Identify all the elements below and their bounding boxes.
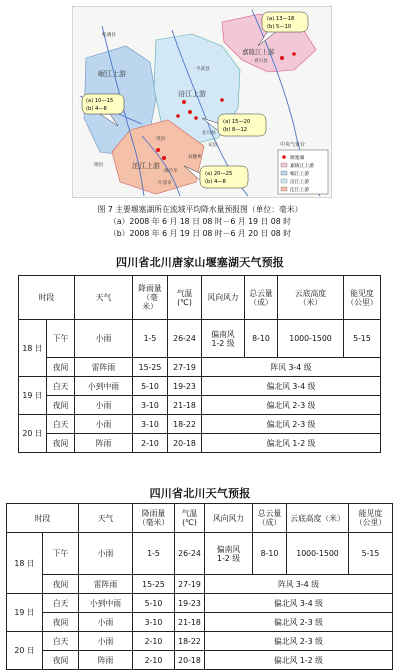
legend-fujiang-swatch <box>281 179 287 183</box>
weather-cell: 小到中雨 <box>79 594 133 613</box>
table1-header-row <box>19 276 381 320</box>
header-vis-line: （公里） <box>346 297 378 307</box>
period-cell: 夜间 <box>43 651 79 670</box>
wind-cell: 阵风 3-4 级 <box>205 575 393 594</box>
place-songpan: 松潘县 <box>102 33 116 38</box>
wind-cell: 偏北风 1-2 级 <box>205 651 393 670</box>
rain-cell: 3-10 <box>133 396 168 415</box>
day-cell: 20 日 <box>7 632 43 670</box>
place-lixian: 理县 <box>94 163 104 168</box>
caption-period-b: （b）2008 年 6 月 19 日 08 时－6 月 20 日 08 时 <box>108 229 292 238</box>
period-cell: 夜间 <box>43 613 79 632</box>
temp-cell: 19-23 <box>175 594 205 613</box>
header-vis-line: （公里） <box>354 518 387 527</box>
header-temp <box>168 276 202 320</box>
label-fujiang: 涪江上游 <box>178 90 206 98</box>
wind-cell: 偏北风 3-4 级 <box>205 594 393 613</box>
place-maoxian: 茂县 <box>156 137 166 142</box>
period-cell: 下午 <box>43 533 79 575</box>
wind-cell: 阵风 3-4 级 <box>202 358 381 377</box>
temp-cell: 26-24 <box>168 320 202 358</box>
rain-cell: 2-10 <box>133 632 175 651</box>
weather-cell: 雷阵雨 <box>75 358 133 377</box>
rain-cell: 3-10 <box>133 415 168 434</box>
header-wind: 风向风力 <box>202 276 245 320</box>
header-rain <box>133 276 168 320</box>
temp-cell: 19-23 <box>168 377 202 396</box>
period-cell: 夜间 <box>47 358 75 377</box>
table-row <box>7 575 393 594</box>
header-period: 时段 <box>19 276 75 320</box>
legend-item-lake: 堰塞湖 <box>290 156 305 161</box>
period-cell: 下午 <box>47 320 75 358</box>
day-cell: 20 日 <box>19 415 47 453</box>
weather-cell: 小雨 <box>79 632 133 651</box>
header-base: 云底高度（米） <box>287 504 349 533</box>
legend-item-minjiang: 岷江上游 <box>290 172 310 177</box>
period-cell: 夜间 <box>47 434 75 453</box>
wind-cell: 偏北风 1-2 级 <box>202 434 381 453</box>
table1-title: 四川省北川唐家山堰塞湖天气预报 <box>116 256 284 269</box>
table-row <box>7 651 393 670</box>
wind-cell: 偏北风 2-3 级 <box>202 415 381 434</box>
header-rain-line: 降雨量 <box>141 509 166 518</box>
wind-cell: 偏北风 2-3 级 <box>205 632 393 651</box>
table2-title: 四川省北川天气预报 <box>149 487 251 500</box>
header-weather: 天气 <box>79 504 133 533</box>
day-cell: 18 日 <box>7 533 43 594</box>
table2-header-row <box>7 504 393 533</box>
weather-cell: 小雨 <box>79 613 133 632</box>
temp-cell: 27-19 <box>175 575 205 594</box>
legend-tuojiang-swatch <box>281 187 287 191</box>
header-vis-line: 能见度 <box>350 288 374 298</box>
header-base <box>278 276 344 320</box>
temp-cell: 18-22 <box>168 415 202 434</box>
period-cell: 白天 <box>47 415 75 434</box>
header-cloud <box>245 276 278 320</box>
period-cell: 夜间 <box>47 396 75 415</box>
weather-cell: 小雨 <box>79 533 133 575</box>
vis-cell: 5-15 <box>344 320 381 358</box>
temp-cell: 27-19 <box>168 358 202 377</box>
cloud-cell: 8-10 <box>253 533 287 575</box>
header-wind: 风向风力 <box>205 504 253 533</box>
lake-marker <box>280 56 284 60</box>
lake-marker <box>162 156 166 160</box>
header-vis <box>344 276 381 320</box>
vis-cell: 5-15 <box>349 533 393 575</box>
header-base-line: （米） <box>298 297 323 307</box>
legend-item-fujiang: 涪江上游 <box>290 180 310 185</box>
header-temp-line: (℃) <box>177 297 192 307</box>
header-cloud-line: 总云量 <box>249 288 273 298</box>
rain-cell: 5-10 <box>133 377 168 396</box>
rain-cell: 1-5 <box>133 533 175 575</box>
lake-marker <box>220 98 224 102</box>
weather-cell: 阵雨 <box>75 434 133 453</box>
wind-line: 1-2 级 <box>216 553 240 563</box>
place-shifang: 什邡市 <box>158 181 172 186</box>
callout-value-b: (b) 4—8 <box>205 179 226 185</box>
callout-value-a: (a) 13—18 <box>267 16 295 22</box>
place-qingchuan: 青川县 <box>254 59 268 64</box>
period-cell: 夜间 <box>43 575 79 594</box>
legend-lake-swatch <box>282 155 286 159</box>
lake-marker <box>156 148 160 152</box>
place-mianzhu: 绵竹市 <box>164 169 178 174</box>
temp-cell: 21-18 <box>175 613 205 632</box>
callout-value-b: (b) 5—10 <box>267 24 292 30</box>
table-row <box>19 396 381 415</box>
wind-cell: 偏北风 3-4 级 <box>202 377 381 396</box>
header-base-line: 云底高度 <box>294 288 327 298</box>
figure-caption: 图 7 主要堰塞湖所在流域平均降水量预报图（单位：毫米） <box>97 205 303 214</box>
day-cell: 19 日 <box>19 377 47 415</box>
period-cell: 白天 <box>43 594 79 613</box>
temp-cell: 20-18 <box>168 434 202 453</box>
rain-cell: 3-10 <box>133 613 175 632</box>
wind-cell: 偏北风 2-3 级 <box>202 396 381 415</box>
table-row <box>19 358 381 377</box>
place-anxian: 安县 <box>208 143 218 148</box>
header-temp-line: 气温 <box>181 509 198 518</box>
table-row <box>7 533 393 575</box>
place-pingwu: 平武县 <box>196 67 210 72</box>
callout-value-b: (b) 8—12 <box>223 127 248 133</box>
legend-item-jialing: 嘉陵江上游 <box>290 164 314 169</box>
header-cloud-line: （成） <box>249 297 273 307</box>
callout-value-a: (a) 20—25 <box>205 171 233 177</box>
day-cell: 19 日 <box>7 594 43 632</box>
label-minjiang: 岷江上游 <box>98 70 126 78</box>
legend-agency: 中央气象台 <box>280 142 306 148</box>
weather-cell: 小雨 <box>75 320 133 358</box>
table-row <box>7 594 393 613</box>
lake-marker <box>188 110 192 114</box>
weather-cell: 小雨 <box>75 415 133 434</box>
wind-cell: 偏北风 2-3 级 <box>205 613 393 632</box>
wind-line: 1-2 级 <box>211 338 235 348</box>
header-vis-line: 能见度 <box>358 509 383 518</box>
header-temp-line: (℃) <box>182 518 197 527</box>
place-shuangji: 双键乡 <box>188 155 202 160</box>
place-beichuan: 北川县 <box>202 131 216 136</box>
wind-cell <box>205 533 253 575</box>
table-row <box>7 613 393 632</box>
header-rain-line: 米） <box>142 302 158 311</box>
header-vis <box>349 504 393 533</box>
callout-value-b: (b) 4—8 <box>86 106 107 112</box>
header-weather: 天气 <box>75 276 133 320</box>
temp-cell: 21-18 <box>168 396 202 415</box>
rain-cell: 15-25 <box>133 358 168 377</box>
header-period: 时段 <box>7 504 79 533</box>
rain-cell: 2-10 <box>133 651 175 670</box>
day-cell: 18 日 <box>19 320 47 377</box>
legend-minjiang-swatch <box>281 171 287 175</box>
temp-cell: 26-24 <box>175 533 205 575</box>
table-row <box>19 434 381 453</box>
base-cell: 1000-1500 <box>287 533 349 575</box>
rain-cell: 15-25 <box>133 575 175 594</box>
temp-cell: 20-18 <box>175 651 205 670</box>
wind-cell <box>202 320 245 358</box>
header-temp-line: 气温 <box>176 288 193 298</box>
callout-value-a: (a) 15—20 <box>223 119 251 125</box>
wind-line: 偏南风 <box>216 544 241 554</box>
period-cell: 白天 <box>47 377 75 396</box>
header-cloud-line: （成） <box>257 518 282 527</box>
rain-cell: 1-5 <box>133 320 168 358</box>
table-row <box>19 320 381 358</box>
weather-cell: 小到中雨 <box>75 377 133 396</box>
caption-period-a: （a）2008 年 6 月 18 日 08 时－6 月 19 日 08 时 <box>109 217 291 226</box>
weather-cell: 雷阵雨 <box>79 575 133 594</box>
legend-item-tuojiang: 沱江上游 <box>290 188 310 193</box>
header-rain <box>133 504 175 533</box>
wind-line: 偏南风 <box>211 329 235 339</box>
table1-weather-forecast <box>18 275 381 453</box>
label-tuojiang: 沱江上游 <box>132 162 160 170</box>
cloud-cell: 8-10 <box>245 320 278 358</box>
temp-cell: 18-22 <box>175 632 205 651</box>
period-cell: 白天 <box>43 632 79 651</box>
header-rain-line: （毫 <box>142 293 158 302</box>
header-cloud <box>253 504 287 533</box>
header-temp <box>175 504 205 533</box>
lake-marker <box>182 100 186 104</box>
watershed-rainfall-map <box>72 6 332 198</box>
table2-weather-forecast <box>6 503 393 670</box>
header-rain-line: 降雨量 <box>138 284 162 293</box>
callout-value-a: (a) 10—15 <box>86 98 114 104</box>
weather-cell: 阵雨 <box>79 651 133 670</box>
base-cell: 1000-1500 <box>278 320 344 358</box>
legend-jialing-swatch <box>281 163 287 167</box>
label-jialing: 嘉陵江上游 <box>242 48 275 56</box>
table-row <box>19 377 381 396</box>
table-row <box>7 632 393 651</box>
table-row <box>19 415 381 434</box>
lake-marker <box>292 52 296 56</box>
header-cloud-line: 总云量 <box>257 509 282 518</box>
header-rain-line: （毫米） <box>137 518 170 527</box>
lake-marker <box>194 116 198 120</box>
rain-cell: 2-10 <box>133 434 168 453</box>
rain-cell: 5-10 <box>133 594 175 613</box>
lake-marker <box>176 114 180 118</box>
weather-cell: 小雨 <box>75 396 133 415</box>
